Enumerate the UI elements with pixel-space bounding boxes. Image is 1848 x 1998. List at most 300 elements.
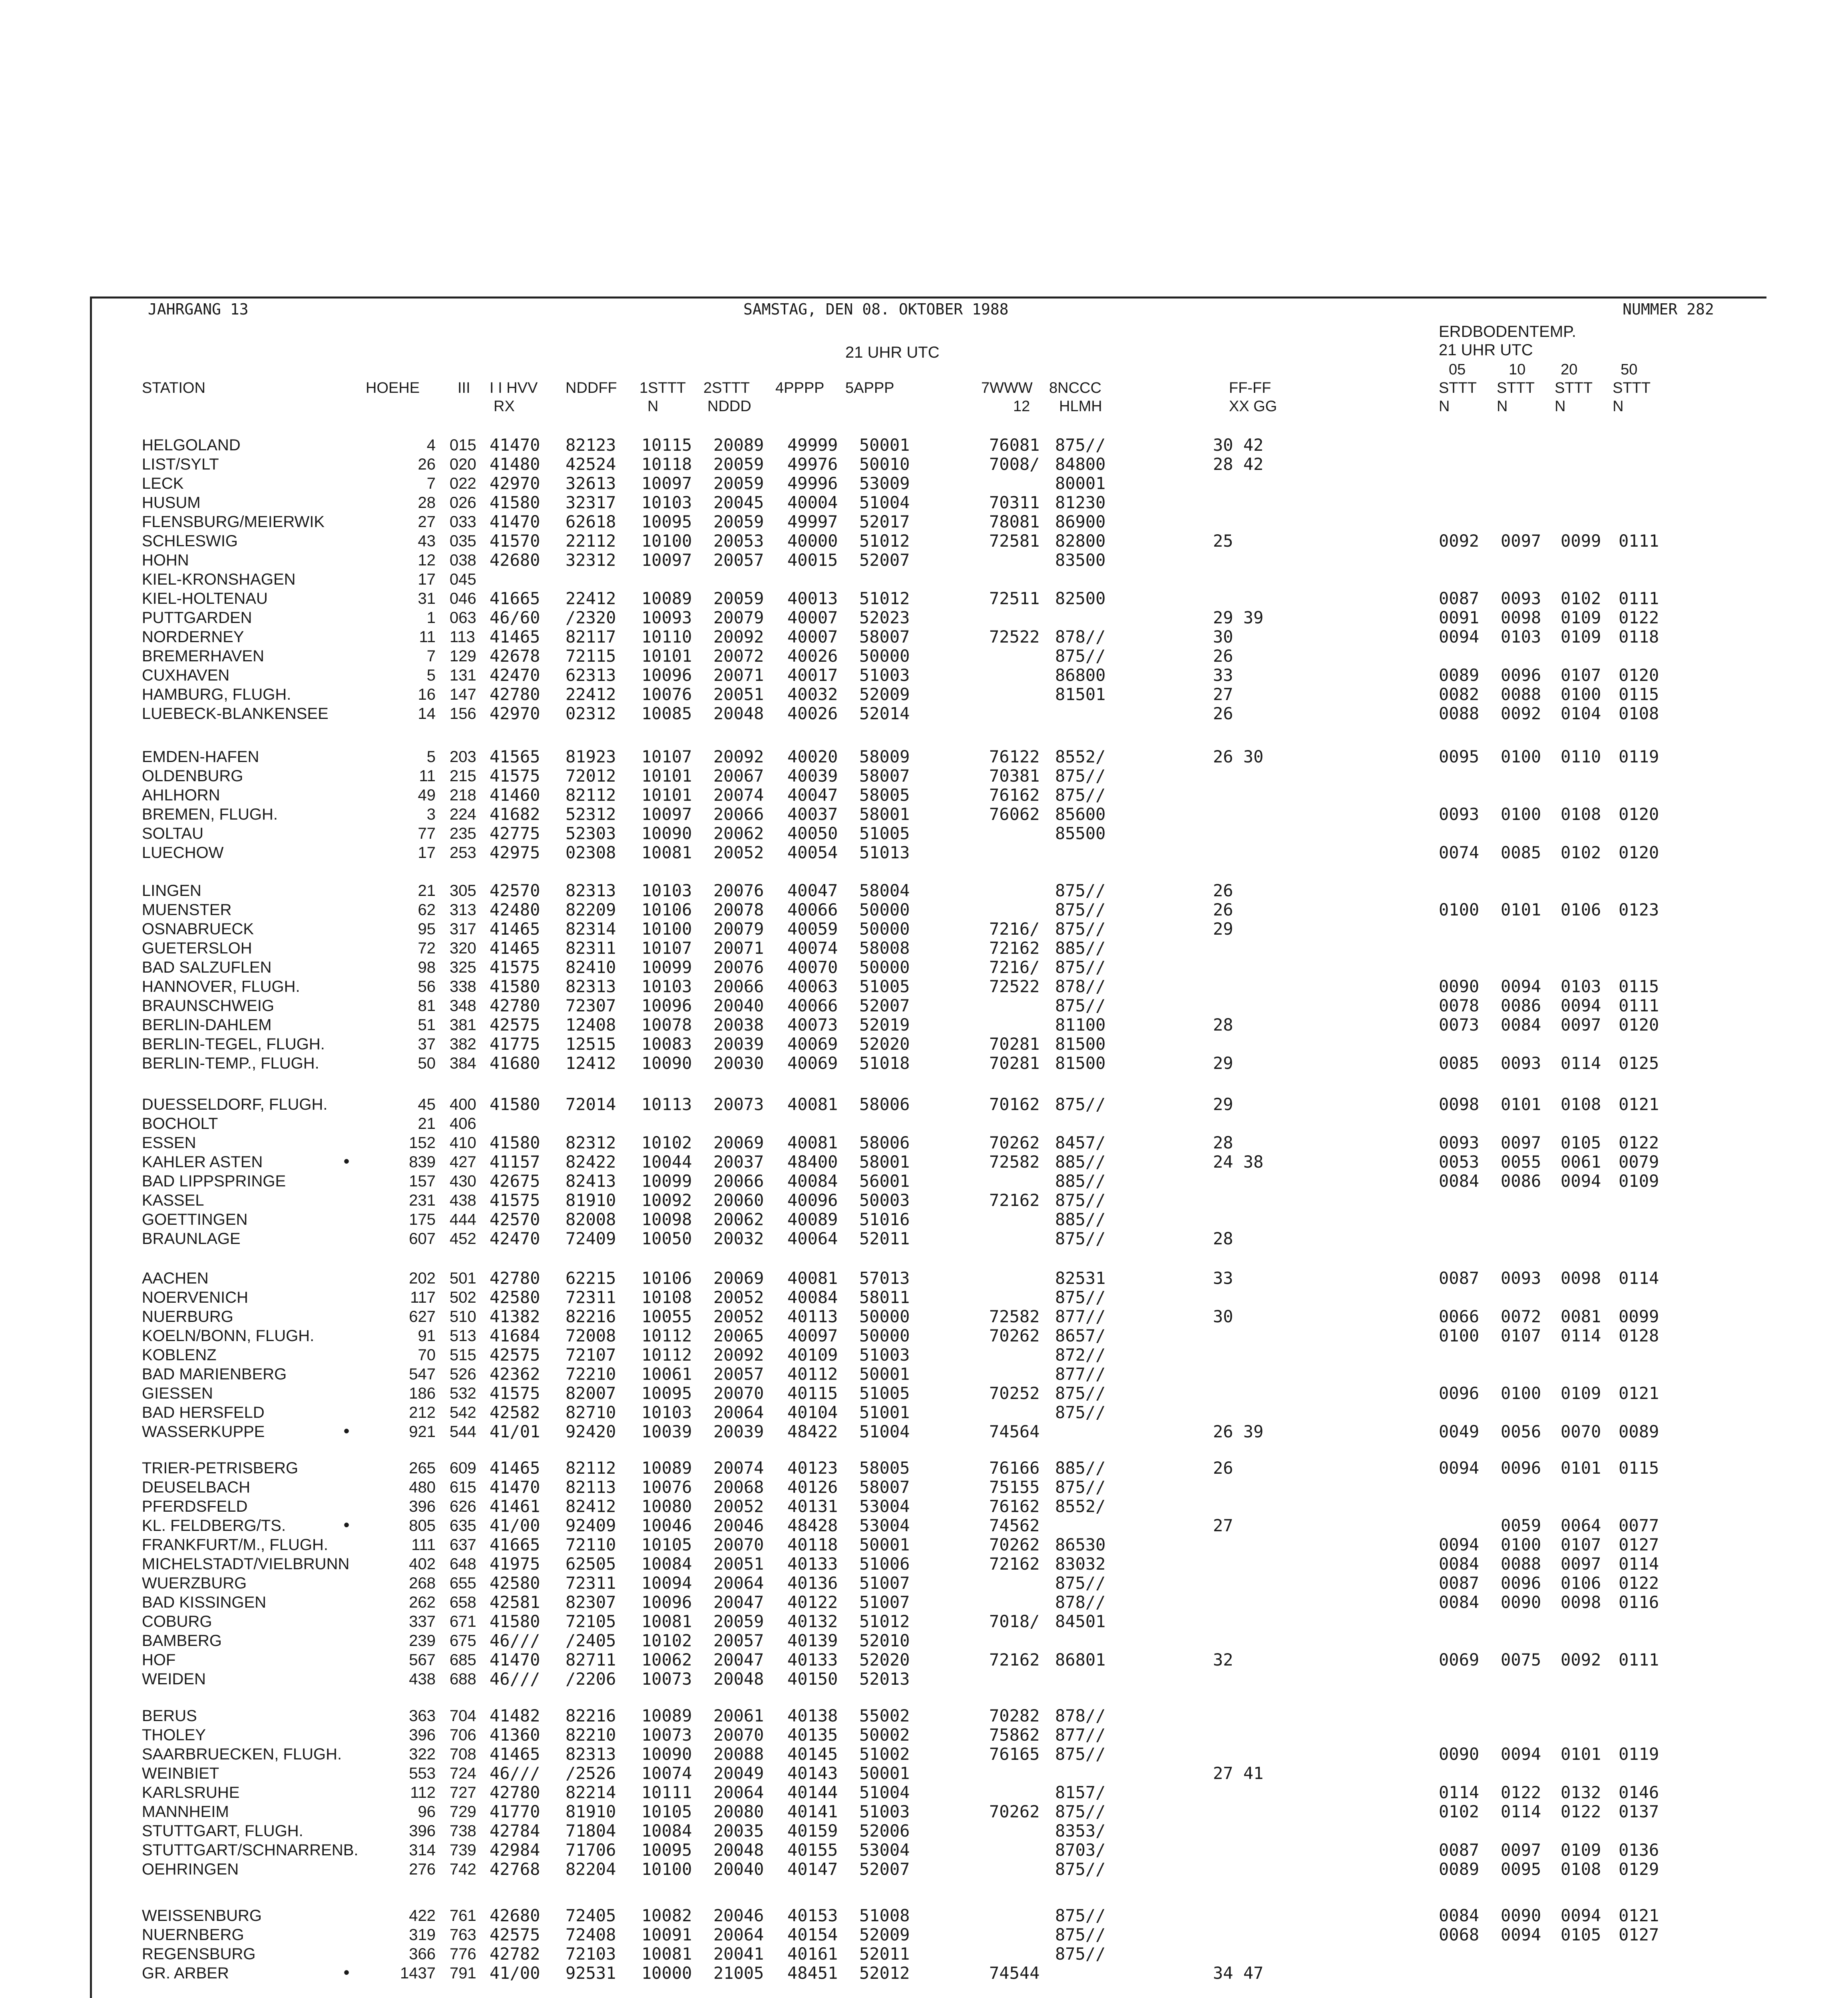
soil-temp-50: 0127 [1619,1925,1659,1944]
group-nddff: 52312 [566,804,616,824]
soil-temp-20: 0108 [1561,1859,1601,1879]
group-7wwww: 70281 [989,1034,1040,1054]
group-4pppp: 40026 [787,704,838,723]
group-8nccc: 81500 [1055,1053,1106,1073]
group-nddff: 72012 [566,766,616,786]
group-5appp: 51007 [859,1573,910,1593]
soil-temp-10: 0088 [1501,685,1541,704]
observation-time: 21 UHR UTC [845,344,940,361]
soil-temp-20: 0097 [1561,1554,1601,1574]
group-2sttt: 20072 [713,646,764,666]
soil-temp-20: 0101 [1561,1458,1601,1478]
group-4pppp: 49996 [787,474,838,493]
station-name: STUTTGART/SCHNARRENB. [142,1841,358,1859]
station-name: HUSUM [142,494,201,511]
group-1sttt: 10093 [641,608,692,627]
station-height: 43 [418,532,436,550]
soil-temp-05: 0084 [1439,1906,1480,1925]
group-2sttt: 20069 [713,1268,764,1288]
station-height: 547 [409,1365,436,1383]
station-number: 320 [450,939,476,957]
station-height: 17 [418,844,436,862]
group-8nccc: 875// [1055,1403,1106,1422]
group-1sttt: 10081 [641,1612,692,1631]
group-8nccc: 875// [1055,785,1106,805]
soil-temp-10: 0090 [1501,1592,1541,1612]
group-irixhvv: 41680 [490,1053,540,1073]
station-number: 763 [450,1926,476,1944]
group-nddff: 72210 [566,1364,616,1384]
group-ff: 26 [1213,1458,1233,1478]
station-number: 444 [450,1211,476,1228]
group-1sttt: 10102 [641,1133,692,1152]
station-number: 542 [450,1404,476,1421]
group-5appp: 52009 [859,1925,910,1944]
station-number: 708 [450,1745,476,1763]
group-1sttt: 10106 [641,900,692,919]
station-name: HOHN [142,551,189,569]
group-4pppp: 40064 [787,1229,838,1248]
station-number: 526 [450,1365,476,1383]
group-1sttt: 10090 [641,824,692,843]
group-nddff: 32317 [566,493,616,512]
group-2sttt: 20061 [713,1706,764,1725]
station-height: 553 [409,1765,436,1782]
soil-temp-10: 0100 [1501,1535,1541,1554]
station-number: 706 [450,1726,476,1744]
group-5appp: 51005 [859,977,910,996]
group-2sttt: 20039 [713,1422,764,1441]
station-number: 384 [450,1055,476,1072]
group-7wwww: 72582 [989,1307,1040,1326]
station-name: OSNABRUECK [142,920,254,938]
group-5appp: 50000 [859,900,910,919]
group-1sttt: 10101 [641,646,692,666]
station-name: STUTTGART, FLUGH. [142,1822,303,1840]
group-4pppp: 40013 [787,589,838,608]
group-nddff: 82413 [566,1171,616,1191]
station-height: 27 [418,513,436,531]
group-5appp: 58008 [859,938,910,958]
group-ff: 28 42 [1213,454,1264,474]
col-iii: III [458,380,470,396]
group-7wwww: 70262 [989,1535,1040,1554]
soil-temp-20: 0109 [1561,627,1601,647]
group-2sttt: 20064 [713,1573,764,1593]
group-7wwww: 70311 [989,493,1040,512]
station-number: 410 [450,1134,476,1152]
soil-temp-20: 0061 [1561,1152,1601,1172]
group-1sttt: 10096 [641,1592,692,1612]
group-irixhvv: 42768 [490,1859,540,1879]
soil-temp-20: 0105 [1561,1925,1601,1944]
col-station: STATION [142,380,206,396]
group-5appp: 58007 [859,627,910,647]
station-number: 224 [450,806,476,823]
col-s2-sub: NDDD [707,398,751,415]
station-number: 729 [450,1803,476,1821]
group-nddff: 71804 [566,1821,616,1841]
group-1sttt: 10107 [641,938,692,958]
station-number: 609 [450,1459,476,1477]
group-nddff: 62215 [566,1268,616,1288]
group-8nccc: 85600 [1055,804,1106,824]
station-height: 96 [418,1803,436,1821]
group-irixhvv: 42680 [490,550,540,570]
group-ff: 28 [1213,1015,1233,1035]
group-5appp: 55002 [859,1706,910,1725]
group-nddff: 22112 [566,531,616,551]
group-nddff: 82410 [566,957,616,977]
station-number: 513 [450,1327,476,1345]
group-nddff: 82314 [566,919,616,939]
group-irixhvv: 41580 [490,1095,540,1114]
station-name: KASSEL [142,1192,204,1209]
station-height: 16 [418,686,436,703]
station-number: 438 [450,1192,476,1209]
station-height: 396 [409,1822,436,1840]
group-ff: 27 [1213,1516,1233,1535]
group-1sttt: 10110 [641,627,692,647]
station-name: BREMERHAVEN [142,647,264,665]
station-height: 70 [418,1346,436,1364]
station-height: 262 [409,1594,436,1611]
station-number: 738 [450,1822,476,1840]
station-height: 26 [418,456,436,473]
group-4pppp: 40154 [787,1925,838,1944]
station-height: 402 [409,1555,436,1573]
soil-temp-10: 0075 [1501,1650,1541,1670]
group-1sttt: 10099 [641,1171,692,1191]
group-1sttt: 10096 [641,996,692,1015]
group-2sttt: 20065 [713,1326,764,1345]
group-5appp: 58004 [859,881,910,900]
group-1sttt: 10112 [641,1345,692,1365]
group-4pppp: 40004 [787,493,838,512]
group-2sttt: 20064 [713,1783,764,1802]
station-number: 063 [450,609,476,627]
station-name: BERLIN-DAHLEM [142,1016,272,1034]
station-height: 81 [418,997,436,1015]
group-1sttt: 10097 [641,550,692,570]
group-irixhvv: 41565 [490,747,540,766]
station-height: 111 [411,1536,436,1554]
soil-temp-50: 0122 [1619,608,1659,627]
station-name: KOELN/BONN, FLUGH. [142,1327,315,1345]
station-height: 12 [418,551,436,569]
mountain-marker: • [342,1516,352,1535]
group-1sttt: 10083 [641,1034,692,1054]
group-irixhvv: 41/00 [490,1963,540,1983]
group-1sttt: 10089 [641,589,692,608]
station-name: LIST/SYLT [142,456,219,473]
station-name: SAARBRUECKEN, FLUGH. [142,1745,342,1763]
soil-temp-20: 0098 [1561,1268,1601,1288]
group-7wwww: 7008/ [989,454,1040,474]
group-irixhvv: 41470 [490,1650,540,1670]
group-7wwww: 70262 [989,1326,1040,1345]
group-5appp: 56001 [859,1171,910,1191]
station-number: 501 [450,1270,476,1287]
soil-temp-50: 0115 [1619,977,1659,996]
col-hl: 8NCCC [1049,380,1101,396]
issue-number: NUMMER 282 [1623,300,1714,318]
group-4pppp: 40118 [787,1535,838,1554]
group-1sttt: 10103 [641,1403,692,1422]
group-1sttt: 10044 [641,1152,692,1172]
soil-temp-10: 0094 [1501,1925,1541,1944]
group-5appp: 51012 [859,531,910,551]
group-1sttt: 10097 [641,804,692,824]
group-nddff: 62618 [566,512,616,531]
group-nddff: 82112 [566,785,616,805]
group-nddff: 72110 [566,1535,616,1554]
group-4pppp: 40135 [787,1725,838,1745]
group-irixhvv: 46/// [490,1763,540,1783]
station-height: 17 [418,571,436,588]
station-number: 045 [450,571,476,588]
group-1sttt: 10050 [641,1229,692,1248]
group-1sttt: 10095 [641,1383,692,1403]
group-2sttt: 20030 [713,1053,764,1073]
station-number: 776 [450,1945,476,1963]
group-nddff: 12515 [566,1034,616,1054]
station-name: BAD KISSINGEN [142,1594,267,1611]
station-number: 635 [450,1517,476,1534]
group-1sttt: 10105 [641,1802,692,1821]
group-7wwww: 72511 [989,589,1040,608]
group-8nccc: 8703/ [1055,1840,1106,1860]
soil-temp-20: 0100 [1561,685,1601,704]
station-number: 020 [450,456,476,473]
station-number: 675 [450,1632,476,1650]
group-8nccc: 8657/ [1055,1326,1106,1345]
group-irixhvv: 41157 [490,1152,540,1172]
group-irixhvv: 41580 [490,1133,540,1152]
group-4pppp: 40122 [787,1592,838,1612]
group-7wwww: 70281 [989,1053,1040,1073]
group-irixhvv: 41465 [490,1458,540,1478]
station-name: BAMBERG [142,1632,222,1650]
station-number: 218 [450,786,476,804]
group-1sttt: 10099 [641,957,692,977]
soil-temp-50: 0125 [1619,1053,1659,1073]
group-8nccc: 82500 [1055,589,1106,608]
group-4pppp: 40096 [787,1190,838,1210]
soil-temp-50: 0120 [1619,665,1659,685]
group-8nccc: 875// [1055,957,1106,977]
soil-temp-20: 0107 [1561,665,1601,685]
station-number: 131 [450,667,476,684]
soil-temp-50: 0111 [1619,996,1659,1015]
soil-temp-20: 0132 [1561,1783,1601,1802]
group-nddff: 72408 [566,1925,616,1944]
group-5appp: 51003 [859,1345,910,1365]
group-nddff: /2405 [566,1631,616,1650]
station-number: 648 [450,1555,476,1573]
group-4pppp: 40069 [787,1034,838,1054]
group-5appp: 52009 [859,685,910,704]
station-height: 56 [418,978,436,995]
group-1sttt: 10062 [641,1650,692,1670]
group-2sttt: 20064 [713,1925,764,1944]
group-nddff: 81910 [566,1190,616,1210]
group-2sttt: 20048 [713,1840,764,1860]
group-4pppp: 40147 [787,1859,838,1879]
group-7wwww: 76162 [989,785,1040,805]
group-nddff: 92420 [566,1422,616,1441]
station-name: COBURG [142,1613,212,1630]
group-1sttt: 10089 [641,1458,692,1478]
group-1sttt: 10102 [641,1631,692,1650]
group-5appp: 51004 [859,1783,910,1802]
soil-temp-05: 0087 [1439,589,1480,608]
group-irixhvv: 42580 [490,1288,540,1307]
station-name: BAD LIPPSPRINGE [142,1172,286,1190]
group-4pppp: 40138 [787,1706,838,1725]
station-height: 363 [409,1707,436,1725]
group-4pppp: 40069 [787,1053,838,1073]
group-5appp: 51018 [859,1053,910,1073]
soil-temp-05: 0093 [1439,804,1480,824]
group-8nccc: 86800 [1055,665,1106,685]
station-number: 406 [450,1115,476,1132]
station-name: HOF [142,1651,176,1669]
report-date: SAMSTAG, DEN 08. OKTOBER 1988 [743,300,1009,318]
group-1sttt: 10095 [641,512,692,531]
soil-temp-50: 0136 [1619,1840,1659,1860]
group-7wwww: 7216/ [989,957,1040,977]
soil-temp-10: 0093 [1501,589,1541,608]
station-number: 724 [450,1765,476,1782]
group-irixhvv: 42575 [490,1345,540,1365]
soil-temp-10: 0097 [1501,1133,1541,1152]
group-5appp: 50001 [859,1763,910,1783]
group-2sttt: 20092 [713,1345,764,1365]
soil-temp-50: 0137 [1619,1802,1659,1821]
station-number: 035 [450,532,476,550]
station-number: 637 [450,1536,476,1554]
group-1sttt: 10080 [641,1497,692,1516]
group-2sttt: 20059 [713,474,764,493]
group-1sttt: 10085 [641,704,692,723]
station-number: 113 [450,628,475,646]
group-8nccc: 81100 [1055,1015,1106,1035]
soil-temp-50: 0122 [1619,1133,1659,1152]
station-name: DEUSELBACH [142,1479,251,1496]
group-2sttt: 20048 [713,1669,764,1689]
col-stttt-50: STTT [1613,380,1651,396]
group-4pppp: 40047 [787,881,838,900]
group-5appp: 51002 [859,1744,910,1764]
soil-temp-20: 0070 [1561,1422,1601,1441]
group-ff: 26 [1213,900,1233,919]
group-ff: 33 [1213,665,1233,685]
soil-temp-20: 0108 [1561,1095,1601,1114]
station-name: AACHEN [142,1270,209,1287]
soil-temp-05: 0087 [1439,1268,1480,1288]
soil-temp-10: 0101 [1501,900,1541,919]
group-5appp: 50001 [859,1535,910,1554]
group-5appp: 52006 [859,1821,910,1841]
group-5appp: 51007 [859,1592,910,1612]
group-2sttt: 20038 [713,1015,764,1035]
soil-temp-20: 0097 [1561,1015,1601,1035]
group-4pppp: 49976 [787,454,838,474]
group-8nccc: 885// [1055,1171,1106,1191]
group-irixhvv: 42570 [490,1210,540,1229]
group-nddff: 62313 [566,665,616,685]
group-irixhvv: 41382 [490,1307,540,1326]
group-1sttt: 10094 [641,1573,692,1593]
group-8nccc: 878// [1055,627,1106,647]
group-2sttt: 20032 [713,1229,764,1248]
soil-temp-10: 0094 [1501,977,1541,996]
group-8nccc: 875// [1055,1095,1106,1114]
col-depth-05: 05 [1449,361,1466,378]
group-1sttt: 10074 [641,1763,692,1783]
station-name: BREMEN, FLUGH. [142,806,278,823]
group-irixhvv: 41580 [490,1612,540,1631]
station-number: 671 [450,1613,476,1630]
group-irixhvv: 42470 [490,1229,540,1248]
group-2sttt: 20066 [713,804,764,824]
soil-temp-20: 0092 [1561,1650,1601,1670]
station-height: 117 [410,1289,436,1306]
station-name: BRAUNLAGE [142,1230,241,1248]
group-irixhvv: 41470 [490,512,540,531]
group-2sttt: 20074 [713,1458,764,1478]
group-2sttt: 20073 [713,1095,764,1114]
group-1sttt: 10076 [641,1477,692,1497]
col-s4: 4PPPP [775,380,824,396]
soil-temp-10: 0096 [1501,1458,1541,1478]
group-2sttt: 20074 [713,785,764,805]
station-height: 77 [418,825,436,842]
group-4pppp: 40113 [787,1307,838,1326]
group-1sttt: 10112 [641,1326,692,1345]
group-nddff: 82117 [566,627,616,647]
group-1sttt: 10111 [641,1783,692,1802]
group-nddff: 82312 [566,1133,616,1152]
station-height: 567 [409,1651,436,1669]
station-name: REGENSBURG [142,1945,256,1963]
group-4pppp: 40144 [787,1783,838,1802]
group-5appp: 50002 [859,1725,910,1745]
group-2sttt: 20062 [713,824,764,843]
soil-temp-10: 0055 [1501,1152,1541,1172]
group-irixhvv: 41480 [490,454,540,474]
group-5appp: 50001 [859,435,910,455]
group-2sttt: 20052 [713,1307,764,1326]
group-ff: 29 [1213,919,1233,939]
station-name: MICHELSTADT/VIELBRUNN [142,1555,350,1573]
station-height: 4 [426,436,436,454]
station-number: 739 [450,1841,476,1859]
group-1sttt: 10101 [641,766,692,786]
soil-temp-20: 0109 [1561,1840,1601,1860]
group-2sttt: 20057 [713,1364,764,1384]
station-height: 239 [409,1632,436,1650]
group-4pppp: 40159 [787,1821,838,1841]
group-nddff: 72311 [566,1573,616,1593]
station-height: 186 [409,1385,436,1402]
group-4pppp: 40136 [787,1573,838,1593]
group-2sttt: 20053 [713,531,764,551]
group-4pppp: 40109 [787,1345,838,1365]
group-4pppp: 40115 [787,1383,838,1403]
station-name: FRANKFURT/M., FLUGH. [142,1536,328,1554]
